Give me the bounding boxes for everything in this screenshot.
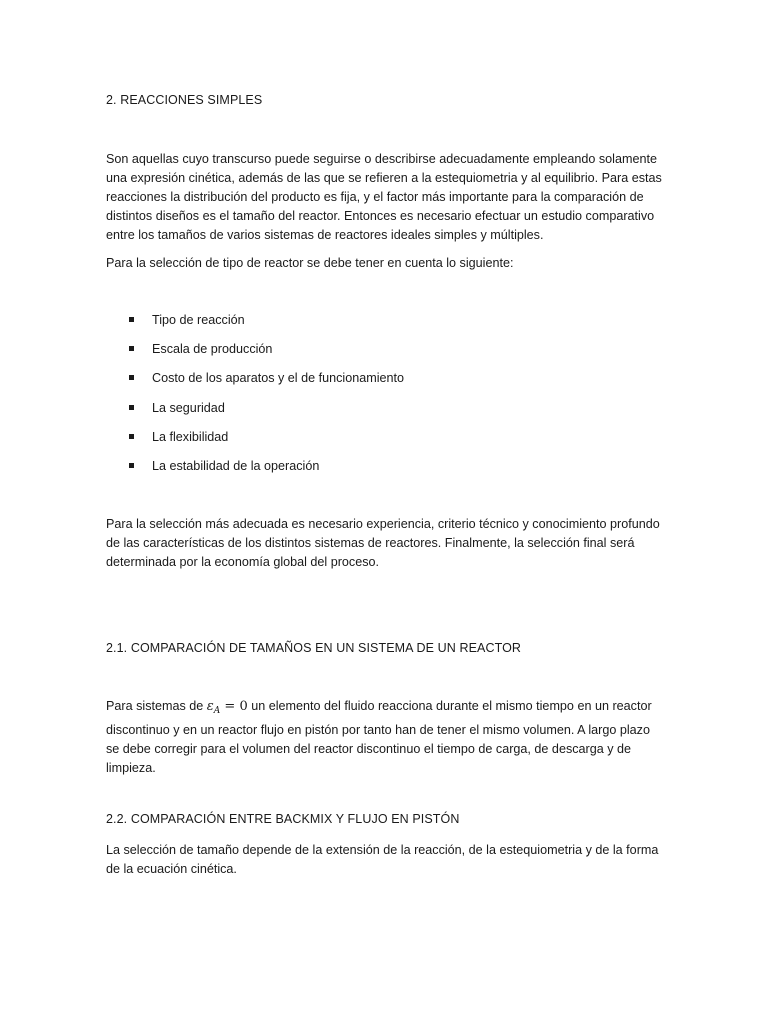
section-2-2-paragraph	[106, 841, 666, 879]
list-item-label: Escala de producción	[152, 342, 273, 357]
text-fragment: Para sistemas de	[106, 699, 207, 713]
square-bullet-icon	[129, 463, 134, 468]
section-2-1-paragraph	[106, 697, 666, 778]
square-bullet-icon	[129, 346, 134, 351]
list-item-label: La flexibilidad	[152, 429, 229, 444]
text-line: Son aquellas cuyo transcurso puede seguirse o describirse adecuadamente empleando solamente	[106, 152, 657, 166]
list-item-label: Tipo de reacción	[152, 313, 245, 327]
section-2-2-title: 2.2. COMPARACIÓN ENTRE BACKMIX Y FLUJO EN PISTÓN	[106, 812, 460, 826]
list-item-label: La estabilidad de la operación	[152, 458, 320, 473]
text-line-with-formula	[106, 697, 666, 721]
square-bullet-icon	[129, 434, 134, 439]
text-line: una expresión cinética, además de las que se refieren a la estequiometria y al equilibrio. Para estas	[106, 171, 662, 185]
list-item-label: Costo de los aparatos y el de funcionamiento	[152, 371, 405, 386]
square-bullet-icon	[129, 375, 134, 380]
formula-subscript: A	[213, 706, 221, 716]
text-line: La selección de tamaño depende de la extensión de la reacción, de la estequiometria y de la forma	[106, 843, 659, 857]
text-line: entre los tamaños de varios sistemas de reactores ideales simples y múltiples.	[106, 228, 544, 242]
section-2-paragraph-1	[106, 150, 666, 245]
text-line: distintos diseños es el tamaño del reactor. Entonces es necesario efectuar un estudio comparativo	[106, 209, 655, 223]
text-line: de las características de los distintos sistemas de reactores. Finalmente, la selección final será	[106, 536, 635, 550]
text-fragment: un elemento del fluido reacciona durante el mismo tiempo en un reactor	[247, 699, 652, 713]
section-2-1-title: 2.1. COMPARACIÓN DE TAMAÑOS EN UN SISTEMA DE UN REACTOR	[106, 641, 522, 655]
epsilon-formula	[207, 699, 248, 714]
text-line: limpieza.	[106, 761, 156, 775]
text-line: determinada por la economía global del proceso.	[106, 555, 380, 569]
formula-rest: = 0	[220, 699, 248, 714]
text-line: de la ecuación cinética.	[106, 862, 237, 876]
square-bullet-icon	[129, 405, 134, 410]
formula-symbol: ε	[206, 699, 214, 714]
section-2-paragraph-2: Para la selección de tipo de reactor se debe tener en cuenta lo siguiente:	[106, 256, 514, 270]
section-2-paragraph-3	[106, 515, 666, 572]
section-2-title: 2. REACCIONES SIMPLES	[106, 93, 263, 107]
text-line: discontinuo y en un reactor flujo en pistón por tanto han de tener el mismo volumen. A largo plazo	[106, 723, 650, 737]
text-line: reacciones la distribución del producto es fija, y el factor más importante para la comparación de	[106, 190, 644, 204]
text-line: Para la selección más adecuada es necesario experiencia, criterio técnico y conocimiento profundo	[106, 517, 660, 531]
list-item-label: La seguridad	[152, 400, 225, 415]
square-bullet-icon	[129, 317, 134, 322]
text-line: se debe corregir para el volumen del reactor discontinuo el tiempo de carga, de descarga y de	[106, 742, 632, 756]
